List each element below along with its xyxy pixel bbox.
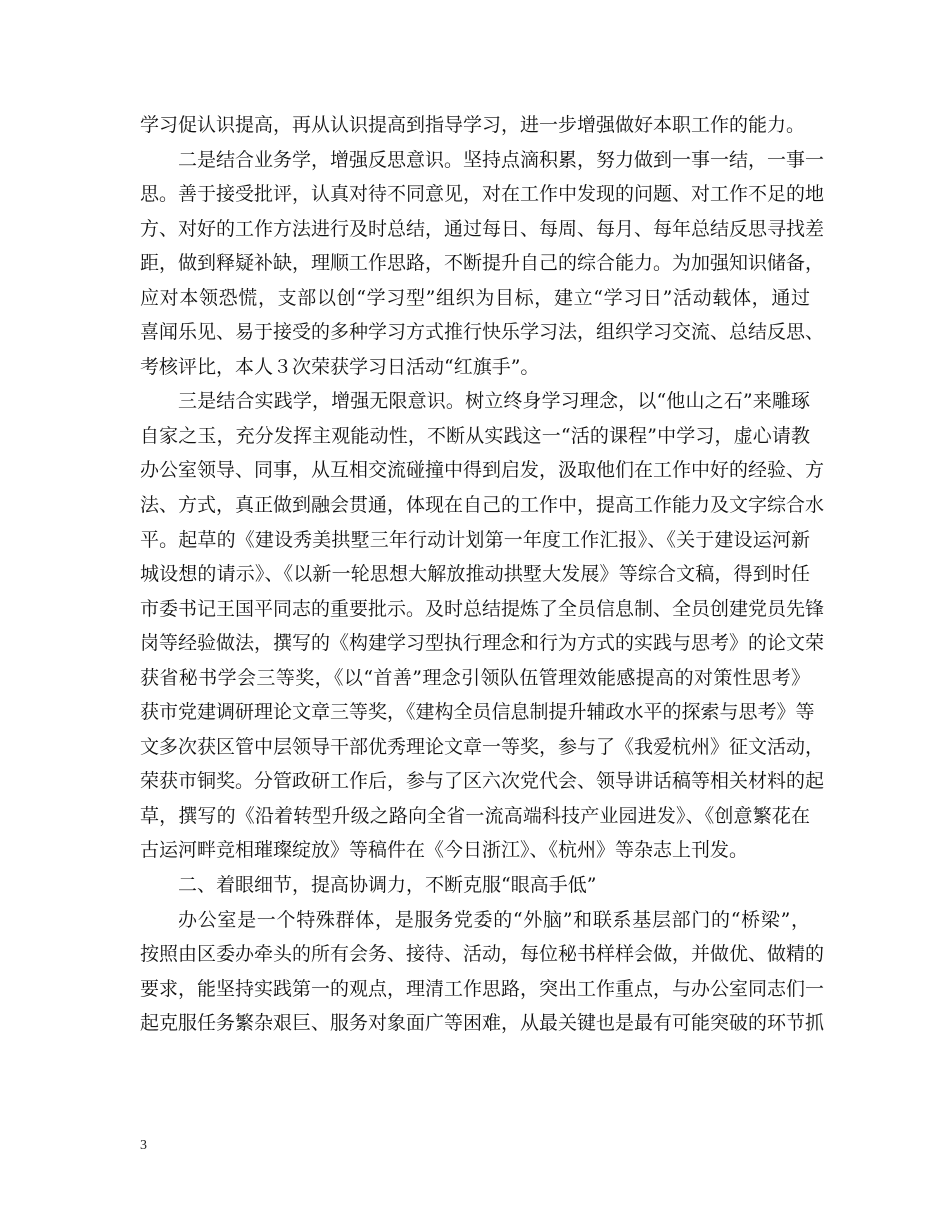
text-line: 获市党建调研理论文章三等奖，《建构全员信息制提升辅政水平的探索与思考》等 — [140, 701, 815, 724]
text-line: 古运河畔竞相璀璨绽放》等稿件在《今日浙江》、《杭州》等杂志上刊发。 — [140, 839, 749, 862]
text-line: 起克服任务繁杂艰巨、服务对象面广等困难，从最关键也是最有可能突破的环节抓 — [140, 1012, 825, 1035]
document-body — [140, 108, 825, 1041]
text-line: 考核评比，本人３次荣获学习日活动“红旗手”。 — [140, 355, 540, 378]
text-line: 办公室领导、同事，从互相交流碰撞中得到启发，汲取他们在工作中好的经验、方 — [140, 459, 825, 482]
paragraph — [140, 903, 825, 1041]
paragraph — [140, 384, 825, 868]
text-line: 要求，能坚持实践第一的观点，理清工作思路，突出工作重点，与办公室同志们一 — [140, 977, 825, 1000]
text-line: 办公室是一个特殊群体，是服务党委的“外脑”和联系基层部门的“桥梁”， — [178, 908, 810, 931]
text-line: 按照由区委办牵头的所有会务、接待、活动，每位秘书样样会做，并做优、做精的 — [140, 943, 825, 966]
text-line: 距，做到释疑补缺，理顺工作思路，不断提升自己的综合能力。为加强知识储备， — [140, 252, 825, 275]
text-line: 应对本领恐慌，支部以创“学习型”组织为目标，建立“学习日”活动载体，通过 — [140, 286, 810, 309]
paragraph — [140, 868, 810, 903]
text-line: 城设想的请示》、《以新一轮思想大解放推动拱墅大发展》等综合文稿，得到时任 — [140, 563, 810, 586]
text-line: 学习促认识提高，再从认识提高到指导学习，进一步增强做好本职工作的能力。 — [140, 114, 806, 136]
paragraph — [140, 143, 825, 385]
text-line: 自家之玉，充分发挥主观能动性，不断从实践这一“活的课程”中学习，虚心请教 — [140, 424, 810, 447]
text-line: 法、方式，真正做到融会贯通，体现在自己的工作中，提高工作能力及文字综合水 — [140, 494, 825, 517]
text-line: 草，撰写的《沿着转型升级之路向全省一流高端科技产业园进发》、《创意繁花在 — [140, 804, 810, 827]
page-number: 3 — [140, 1138, 147, 1153]
text-line: 获省秘书学会三等奖，《以“首善”理念引领队伍管理效能感提高的对策性思考》 — [140, 666, 810, 689]
text-line: 喜闻乐见、易于接受的多种学习方式推行快乐学习法，组织学习交流、总结反思、 — [140, 321, 825, 344]
text-line: 方、对好的工作方法进行及时总结，通过每日、每周、每月、每年总结反思寻找差 — [140, 217, 825, 240]
text-line: 文多次获区管中层领导干部优秀理论文章一等奖，参与了《我爱杭州》征文活动， — [140, 735, 825, 758]
text-line: 市委书记王国平同志的重要批示。及时总结提炼了全员信息制、全员创建党员先锋 — [140, 597, 825, 620]
text-line: 荣获市铜奖。分管政研工作后，参与了区六次党代会、领导讲话稿等相关材料的起 — [140, 770, 825, 793]
text-line: 三是结合实践学，增强无限意识。树立终身学习理念，以“他山之石”来雕琢 — [178, 390, 810, 413]
text-line: 思。善于接受批评，认真对待不同意见，对在工作中发现的问题、对工作不足的地 — [140, 183, 825, 206]
text-line: 平。起草的《建设秀美拱墅三年行动计划第一年度工作汇报》、《关于建设运河新 — [140, 528, 810, 551]
text-line: 二是结合业务学，增强反思意识。坚持点滴积累，努力做到一事一结，一事一 — [178, 148, 825, 171]
text-line: 岗等经验做法，撰写的《构建学习型执行理念和行为方式的实践与思考》的论文荣 — [140, 632, 825, 655]
text-line: 二、着眼细节，提高协调力，不断克服“眼高手低” — [178, 874, 597, 897]
paragraph — [140, 108, 810, 143]
